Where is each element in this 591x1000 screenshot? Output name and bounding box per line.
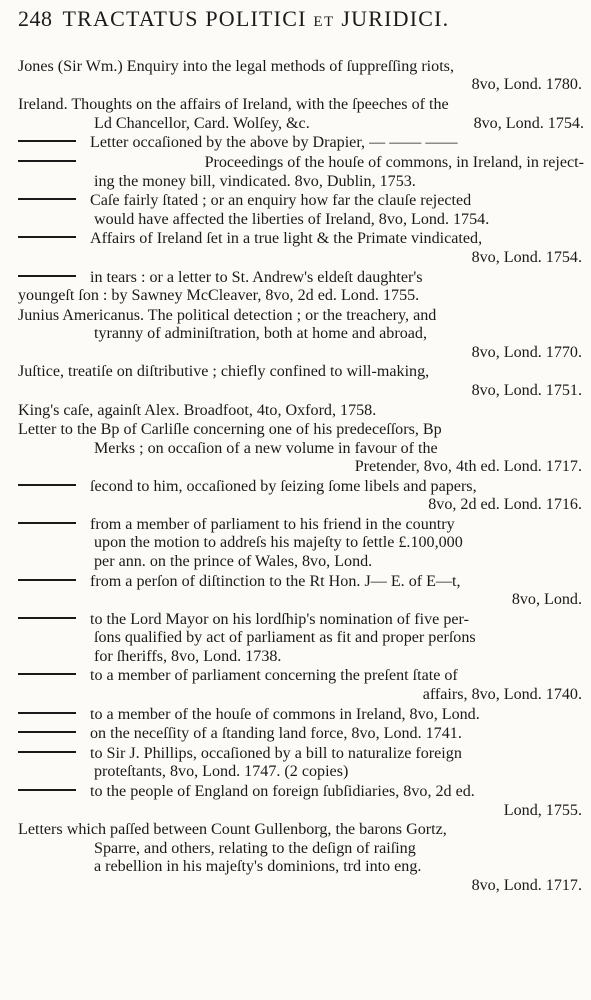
catalogue-entry — [18, 821, 584, 895]
entry-line: tyranny of adminiſtration, both at home and abroad, — [94, 325, 427, 343]
catalogue-entry — [18, 230, 584, 267]
entry-line — [18, 611, 584, 629]
catalogue-entry — [18, 725, 584, 743]
entry-line-part: to the people of England on foreign ſubſidiaries, 8vo, 2d ed. — [90, 783, 475, 801]
entry-line-part: to a member of parliament concerning the preſent ſtate of — [90, 667, 458, 685]
entry-line — [18, 478, 584, 496]
entry-line: proteſtants, 8vo, Lond. 1747. (2 copies) — [94, 763, 349, 781]
entry-line — [18, 269, 584, 287]
catalogue-entry — [18, 154, 584, 191]
catalogue-entry — [18, 573, 584, 610]
title-part-1: TRACTATUS POLITICI — [62, 6, 307, 31]
page-header — [18, 6, 579, 46]
catalogue-entry — [18, 134, 584, 152]
entry-line — [18, 230, 584, 248]
entry-line-part: Ld Chancellor, Card. Wolſey, &c. — [94, 114, 310, 132]
ditto-dash — [18, 712, 76, 714]
catalogue-entry — [18, 269, 584, 306]
entry-line: Lond, 1755. — [503, 801, 582, 819]
entry-line: upon the motion to addreſs his majeſty to ſettle £.100,000 — [94, 534, 463, 552]
entry-line-part: to the Lord Mayor on his lordſhip's nomination of five per- — [90, 610, 469, 628]
catalogue-entries — [18, 58, 584, 896]
entry-line-part: Caſe fairly ſtated ; or an enquiry how far the clauſe rejected — [90, 192, 472, 210]
catalogue-entry — [18, 478, 584, 515]
catalogue-entry — [18, 402, 584, 420]
entry-line: affairs, 8vo, Lond. 1740. — [422, 685, 582, 703]
entry-line-part: to Sir J. Phillips, occaſioned by a bill to naturalize foreign — [90, 745, 462, 763]
ditto-dash — [18, 751, 76, 753]
entry-line: Junius Americanus. The political detection ; or the treachery, and — [18, 306, 437, 324]
entry-line-part: in tears : or a letter to St. Andrew's eldeſt daughter's — [90, 268, 423, 286]
entry-line-part: ſecond to him, occaſioned by ſeizing ſome libels and papers, — [90, 477, 477, 495]
entry-line — [18, 192, 584, 210]
catalogue-entry — [18, 58, 584, 95]
ditto-dash — [18, 617, 76, 619]
entry-line: ing the money bill, vindicated. 8vo, Dublin, 1753. — [94, 172, 416, 190]
ditto-dash — [18, 731, 76, 733]
catalogue-entry — [18, 307, 584, 362]
page-number: 248 — [18, 6, 53, 31]
entry-line: Juſtice, treatiſe on diſtributive ; chiefly confined to will-making, — [18, 363, 430, 381]
entry-line — [18, 706, 584, 724]
entry-line: Sparre, and others, relating to the deſign of raiſing — [94, 839, 416, 857]
catalogue-entry — [18, 192, 584, 229]
entry-line: Merks ; on occaſion of a new volume in favour of the — [94, 439, 438, 457]
entry-line: youngeſt ſon : by Sawney McCleaver, 8vo, 2d ed. Lond. 1755. — [18, 287, 420, 305]
catalogue-entry — [18, 96, 584, 133]
catalogue-entry — [18, 516, 584, 571]
ditto-dash — [18, 579, 76, 581]
entry-line-part: Proceedings of the houſe of commons, in Ireland, in reject- — [204, 154, 584, 172]
ditto-dash — [18, 236, 76, 238]
entry-line: 8vo, Lond. 1717. — [471, 876, 582, 894]
entry-line: Letter to the Bp of Carliſle concerning one of his predeceſſors, Bp — [18, 421, 442, 439]
entry-line — [18, 573, 584, 591]
entry-line: 8vo, Lond. — [511, 591, 582, 609]
entry-line-part: 8vo, Lond. 1754. — [473, 114, 584, 132]
entry-line: would have affected the liberties of Ireland, 8vo, Lond. 1754. — [94, 210, 490, 228]
catalogue-entry — [18, 706, 584, 724]
ditto-dash — [18, 522, 76, 524]
ditto-dash — [18, 160, 76, 162]
catalogue-entry — [18, 783, 584, 820]
ditto-dash — [18, 673, 76, 675]
entry-line: Jones (Sir Wm.) Enquiry into the legal methods of ſuppreſſing riots, — [18, 58, 454, 75]
entry-line-part: from a member of parliament to his friend in the country — [90, 516, 455, 534]
entry-line: Ireland. Thoughts on the affairs of Ireland, with the ſpeeches of the — [18, 96, 449, 114]
running-title — [63, 6, 450, 32]
entry-line — [18, 154, 584, 172]
entry-line: ſons qualified by act of parliament as fit and proper perſons — [94, 629, 476, 647]
entry-line: 8vo, Lond. 1780. — [471, 76, 582, 94]
ditto-dash — [18, 198, 76, 200]
entry-line-part: Affairs of Ireland ſet in a true light & the Primate vindicated, — [90, 230, 483, 248]
entry-line — [18, 516, 584, 534]
entry-line: 8vo, Lond. 1751. — [471, 381, 582, 399]
entry-line: 8vo, Lond. 1770. — [471, 343, 582, 361]
catalogue-entry — [18, 611, 584, 666]
entry-line — [18, 667, 584, 685]
catalogue-entry — [18, 363, 584, 400]
entry-line: per ann. on the prince of Wales, 8vo, Lond. — [94, 552, 373, 570]
ditto-dash — [18, 484, 76, 486]
catalogue-entry — [18, 667, 584, 704]
entry-line — [18, 134, 584, 152]
entry-line: Letters which paſſed between Count Gullenborg, the barons Gortz, — [18, 821, 447, 839]
entry-line-part: on the neceſſity of a ſtanding land force, 8vo, Lond. 1741. — [90, 725, 462, 743]
entry-line: King's caſe, againſt Alex. Broadfoot, 4to, Oxford, 1758. — [18, 401, 377, 419]
entry-line — [18, 725, 584, 743]
ditto-dash — [18, 789, 76, 791]
entry-line-part: to a member of the houſe of commons in Ireland, 8vo, Lond. — [90, 705, 480, 723]
title-part-2: JURIDICI. — [341, 6, 450, 31]
entry-line-part: Letter occaſioned by the above by Drapier, — —— —— — [90, 134, 458, 152]
entry-line — [18, 745, 584, 763]
entry-line: for ſheriffs, 8vo, Lond. 1738. — [94, 647, 282, 665]
ditto-dash — [18, 140, 76, 142]
title-et: ET — [313, 14, 335, 30]
catalogue-entry — [18, 421, 584, 476]
catalogue-entry — [18, 745, 584, 782]
entry-line — [18, 783, 584, 801]
entry-line: 8vo, Lond. 1754. — [471, 248, 582, 266]
ditto-dash — [18, 275, 76, 277]
entry-line: Pretender, 8vo, 4th ed. Lond. 1717. — [354, 458, 582, 476]
entry-line — [18, 115, 584, 133]
entry-line-part: from a perſon of diſtinction to the Rt Hon. J— E. of E—t, — [90, 572, 461, 590]
entry-line: a rebellion in his majeſty's dominions, trd into eng. — [94, 858, 422, 876]
entry-line: 8vo, 2d ed. Lond. 1716. — [428, 496, 582, 514]
